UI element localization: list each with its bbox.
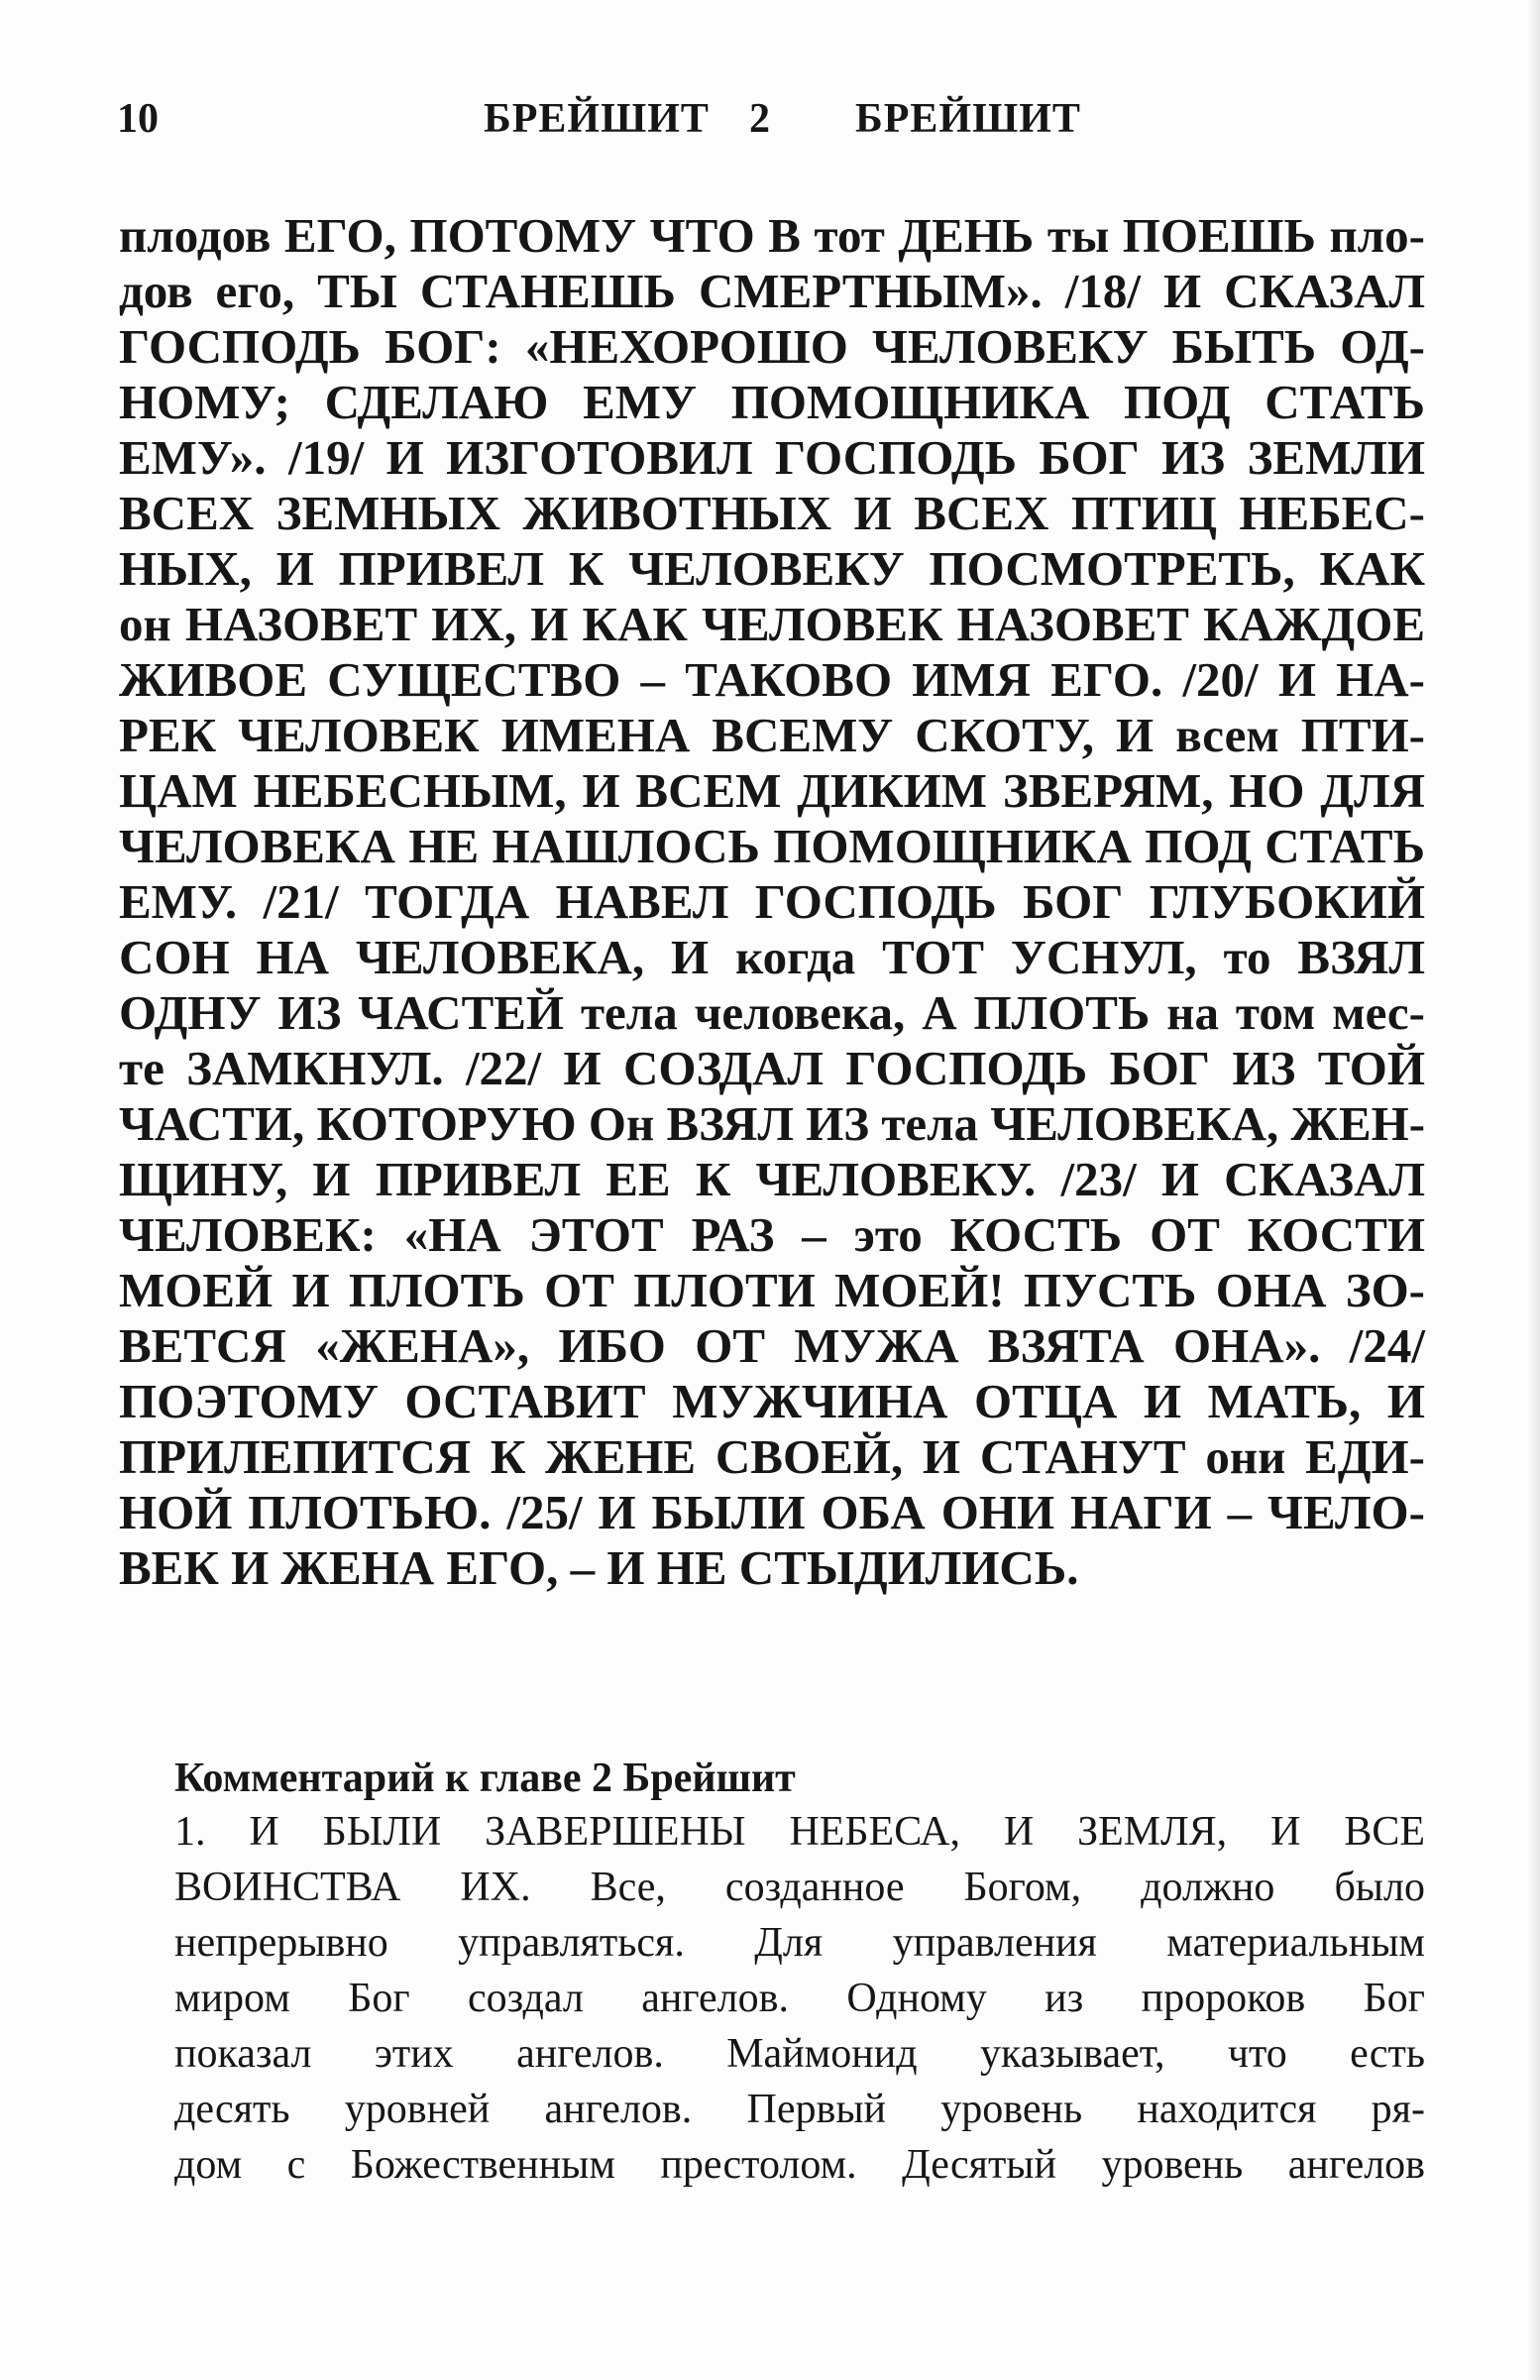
- text-line: ВСЕХ ЗЕМНЫХ ЖИВОТНЫХ И ВСЕХ ПТИЦ НЕБЕС-: [119, 486, 1425, 540]
- text-line: МОЕЙ И ПЛОТЬ ОТ ПЛОТИ МОЕЙ! ПУСТЬ ОНА ЗО-: [119, 1263, 1425, 1317]
- text-line: ВЕК И ЖЕНА ЕГО, – И НЕ СТЫДИЛИСЬ.: [119, 1540, 1079, 1595]
- scan-edge-shadow: [1526, 0, 1540, 2380]
- commentary-line: 1. И БЫЛИ ЗАВЕРШЕНЫ НЕБЕСА, И ЗЕМЛЯ, И ВСЕ: [174, 1809, 1425, 1855]
- page-number: 10: [117, 96, 159, 142]
- text-line: дов его, ТЫ СТАНЕШЬ СМЕРТНЫМ». /18/ И СКАЗАЛ: [119, 264, 1425, 318]
- commentary-line: ВОИНСТВА ИХ. Все, созданное Богом, должно было: [174, 1865, 1425, 1910]
- commentary-title: Комментарий к главе 2 Брейшит: [174, 1756, 796, 1801]
- scripture-text: [119, 208, 1425, 1596]
- commentary-line: показал этих ангелов. Маймонид указывает, что есть: [174, 2031, 1425, 2077]
- running-title-right: БРЕЙШИТ: [855, 96, 1081, 142]
- commentary-line: дом с Божественным престолом. Десятый уровень ангелов: [174, 2142, 1425, 2188]
- text-line: СОН НА ЧЕЛОВЕКА, И когда ТОТ УСНУЛ, то ВЗЯЛ: [119, 930, 1425, 984]
- text-line: ЖИВОЕ СУЩЕСТВО – ТАКОВО ИМЯ ЕГО. /20/ И НА-: [119, 652, 1425, 707]
- text-line: ВЕТСЯ «ЖЕНА», ИБО ОТ МУЖА ВЗЯТА ОНА». /24/: [119, 1318, 1425, 1373]
- text-line: ПОЭТОМУ ОСТАВИТ МУЖЧИНА ОТЦА И МАТЬ, И: [119, 1374, 1425, 1428]
- text-line: ЦАМ НЕБЕСНЫМ, И ВСЕМ ДИКИМ ЗВЕРЯМ, НО ДЛЯ: [119, 763, 1425, 818]
- text-line: те ЗАМКНУЛ. /22/ И СОЗДАЛ ГОСПОДЬ БОГ ИЗ ТОЙ: [119, 1041, 1425, 1095]
- text-line: ПРИЛЕПИТСЯ К ЖЕНЕ СВОЕЙ, И СТАНУТ они ЕДИ-: [119, 1429, 1425, 1484]
- chapter-number: 2: [749, 96, 770, 142]
- commentary-line: миром Бог создал ангелов. Одному из пророков Бог: [174, 1976, 1425, 2021]
- text-line: ЧЕЛОВЕКА НЕ НАШЛОСЬ ПОМОЩНИКА ПОД СТАТЬ: [119, 819, 1425, 873]
- text-line: РЕК ЧЕЛОВЕК ИМЕНА ВСЕМУ СКОТУ, И всем ПТИ-: [119, 708, 1425, 762]
- text-line: ЧЕЛОВЕК: «НА ЭТОТ РАЗ – это КОСТЬ ОТ КОСТИ: [119, 1207, 1425, 1262]
- text-line: ЕМУ. /21/ ТОГДА НАВЕЛ ГОСПОДЬ БОГ ГЛУБОКИЙ: [119, 874, 1425, 929]
- text-line: НОМУ; СДЕЛАЮ ЕМУ ПОМОЩНИКА ПОД СТАТЬ: [119, 375, 1425, 429]
- text-line: ОДНУ ИЗ ЧАСТЕЙ тела человека, А ПЛОТЬ на том мес-: [119, 985, 1425, 1040]
- commentary-section: [174, 1753, 1425, 2193]
- text-line: плодов ЕГО, ПОТОМУ ЧТО В тот ДЕНЬ ты ПОЕШЬ пло-: [119, 208, 1425, 263]
- running-title-left: БРЕЙШИТ: [484, 96, 710, 142]
- text-line: ЕМУ». /19/ И ИЗГОТОВИЛ ГОСПОДЬ БОГ ИЗ ЗЕМЛИ: [119, 430, 1425, 485]
- text-line: ЧАСТИ, КОТОРУЮ Он ВЗЯЛ ИЗ тела ЧЕЛОВЕКА, ЖЕН-: [119, 1096, 1425, 1151]
- text-line: ЩИНУ, И ПРИВЕЛ ЕЕ К ЧЕЛОВЕКУ. /23/ И СКАЗАЛ: [119, 1152, 1425, 1206]
- commentary-line: непрерывно управляться. Для управления материальным: [174, 1920, 1425, 1966]
- text-line: он НАЗОВЕТ ИХ, И КАК ЧЕЛОВЕК НАЗОВЕТ КАЖДОЕ: [119, 597, 1425, 651]
- running-header: [117, 95, 1425, 155]
- text-line: ГОСПОДЬ БОГ: «НЕХОРОШО ЧЕЛОВЕКУ БЫТЬ ОД-: [119, 319, 1425, 374]
- commentary-line: десять уровней ангелов. Первый уровень находится ря-: [174, 2087, 1425, 2132]
- text-line: НОЙ ПЛОТЬЮ. /25/ И БЫЛИ ОБА ОНИ НАГИ – ЧЕЛО-: [119, 1485, 1425, 1539]
- text-line: НЫХ, И ПРИВЕЛ К ЧЕЛОВЕКУ ПОСМОТРЕТЬ, КАК: [119, 541, 1425, 596]
